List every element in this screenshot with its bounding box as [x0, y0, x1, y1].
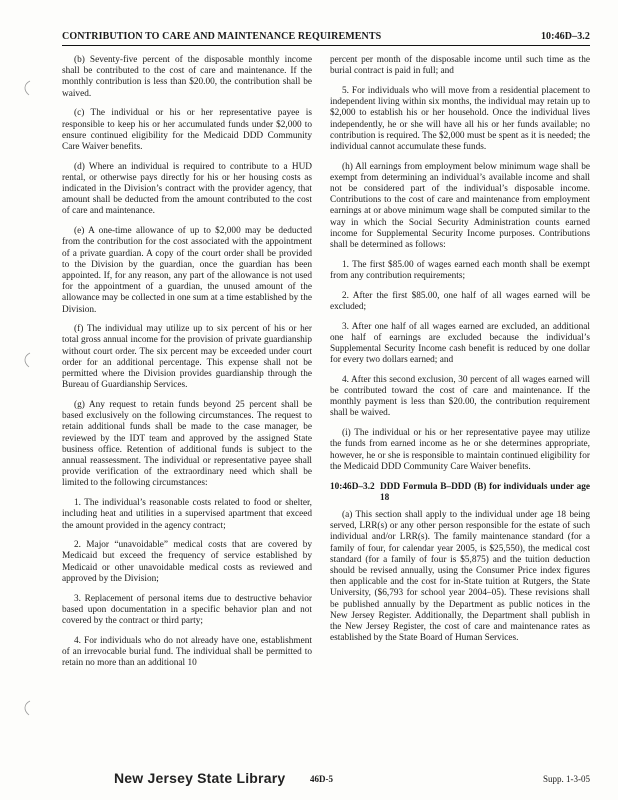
- paragraph-g: (g) Any request to retain funds beyond 25 percent shall be based exclusively on the following circumstances. The request to retain additional funds shall be made to the case manager, be reviewed by the IDT team and approved by the assigned State business office. Retention of additional funds is subject to the annual reassessment. The individual or representative payee shall provide verification of the extraordinary need which shall be limited to the following circumstances:: [62, 399, 312, 489]
- section-heading: [330, 482, 590, 504]
- list-item-g1: 1. The individual’s reasonable costs related to food or shelter, including heat and utilities in a supervised apartment that exceed the amount provided in the agency contract;: [62, 498, 312, 531]
- list-item-g4-continued: percent per month of the disposable income until such time as the burial contract is paid in full; and: [330, 55, 590, 77]
- supplement-date: Supp. 1-3-05: [543, 774, 590, 784]
- header-code: 10:46D–3.2: [540, 31, 590, 42]
- left-column: [62, 55, 312, 678]
- paragraph-f: (f) The individual may utilize up to six percent of his or her total gross annual income for the provision of private guardianship without court order. The six percent may be exceeded under court order for an additional percentage. This expense shall not be permitted where the Division provides guardianship through the Bureau of Guardianship Services.: [62, 324, 312, 391]
- page-footer: [62, 770, 590, 790]
- margin-mark-icon: [20, 80, 34, 96]
- library-stamp: New Jersey State Library: [114, 770, 286, 786]
- list-item-h2: 2. After the first $85.00, one half of all wages earned will be excluded;: [330, 290, 590, 312]
- section-title: DDD Formula B–DDD (B) for individuals under age 18: [380, 481, 590, 503]
- list-item-g4: 4. For individuals who do not already have one, establishment of an irrevocable burial fund. The individual shall be permitted to retain no more than an additional 10: [62, 635, 312, 669]
- margin-mark-icon: [20, 352, 34, 368]
- margin-mark-icon: [20, 700, 34, 716]
- page-number: 46D-5: [310, 774, 333, 784]
- list-item-h3: 3. After one half of all wages earned are excluded, an additional one half of earnings are excluded because the individual’s Supplemental Security Income cash benefit is reduced by one dollar for every two dollars earned; and: [330, 321, 590, 366]
- paragraph-d: (d) Where an individual is required to contribute to a HUD rental, or otherwise pays directly for his or her housing costs as indicated in the Division’s contract with the provider agency, that amount shall be deducted from the amount contributed to the cost of care and maintenance.: [62, 161, 312, 217]
- list-item-h1: 1. The first $85.00 of wages earned each month shall be exempt from any contribution requirements;: [330, 259, 590, 281]
- list-item-g3: 3. Replacement of personal items due to destructive behavior based upon documentation in a specific behavior plan and not covered by the contract or third party;: [62, 593, 312, 626]
- paragraph-c: (c) The individual or his or her representative payee is responsible to keep his or her accumulated funds under $2,000 to ensure continued eligibility for the Medicaid DDD Community Care Waiver benefits.: [62, 108, 312, 152]
- paragraph-e: (e) A one-time allowance of up to $2,000 may be deducted from the contribution for the cost associated with the appointment of a private guardian. A copy of the court order shall be provided to the Division by the guardian, once the guardian has been appointed. If, for any reason, any part of the allowance is not used for the appointment of a guardian, the unused amount of the allowance may be collected in one sum at a time established by the Division.: [62, 226, 312, 315]
- header-title: CONTRIBUTION TO CARE AND MAINTENANCE REQUIREMENTS: [62, 31, 382, 42]
- running-header: [62, 30, 590, 46]
- list-item-g5: 5. For individuals who will move from a residential placement to independent living within six months, the individual may retain up to $2,000 to establish his or her household. Once the individual lives independently, he or she will have all his or her funds available; no contribution is required. The $2,000 must be spent as it is needed; the individual cannot accumulate these funds.: [330, 85, 590, 152]
- right-column: [330, 55, 590, 653]
- section-number: 10:46D–3.2: [330, 481, 375, 492]
- paragraph-i: (i) The individual or his or her representative payee may utilize the funds from earned income as he or she determines appropriate, however, he or she is responsible to maintain continued eligibility for the Medicaid DDD Community Care Waiver benefits.: [330, 428, 590, 472]
- list-item-g2: 2. Major “unavoidable” medical costs that are covered by Medicaid but exceed the frequency of service established by Medicaid or other unavoidable medical costs as reviewed and approved by the Division;: [62, 540, 312, 584]
- paragraph-h: (h) All earnings from employment below minimum wage shall be exempt from determining an individual’s available income and shall not be considered part of the individual’s disposable income. Contributions to the cost of care and maintenance from employment earnings at or above minimum wage shall be computed similar to the way in which the Social Security Administration counts earned income for Supplemental Security Income purposes. Contributions shall be determined as follows:: [330, 161, 590, 251]
- list-item-h4: 4. After this second exclusion, 30 percent of all wages earned will be contributed toward the cost of care and maintenance. If the monthly payment is less than $20.00, the contribution requirement shall be waived.: [330, 374, 590, 419]
- paragraph-b: (b) Seventy-five percent of the disposable monthly income shall be contributed to the cost of care and maintenance. If the monthly contribution is less than $20.00, the contribution shall be waived.: [62, 55, 312, 99]
- paragraph-a: (a) This section shall apply to the individual under age 18 being served, LRR(s) or any other person responsible for the estate of such individual and/or LRR(s). The family maintenance standard (for a family of four, for calendar year 2005, is $25,550), the medical cost standard (for a family of four is $5,875) and the tuition deduction should be revised annually, using the Consumer Price index figures then applicable and the cost for in-State tuition at Rutgers, the State University, ($6,793 for school year 2004–05). These revisions shall be published annually by the Department as public notices in the New Jersey Register. Additionally, the Department shall publish in the New Jersey Register, the cost of care and maintenance rates as established by the State Board of Human Services.: [330, 509, 590, 644]
